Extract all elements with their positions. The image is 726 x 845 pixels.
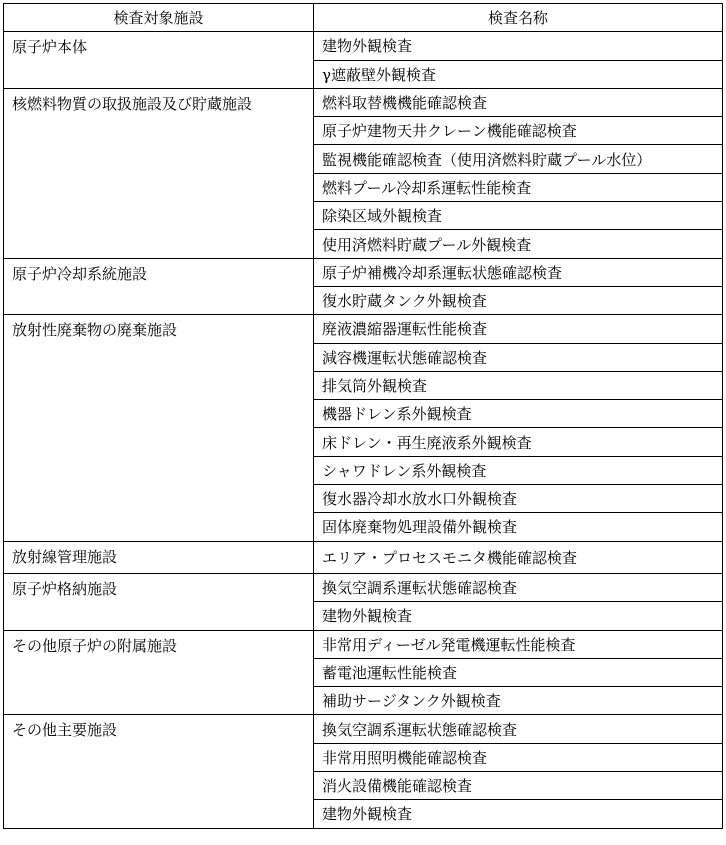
inspection-cell: 復水器冷却水放水口外観検査 [314,485,723,513]
inspection-cell: 燃料取替機機能確認検査 [314,88,723,116]
inspection-cell: 除染区域外観検査 [314,202,723,230]
inspection-cell: 補助サージタンク外観検査 [314,687,723,715]
table-row [4,315,723,343]
table-row [4,573,723,601]
facility-cell: 原子炉格納施設 [4,573,314,630]
inspection-cell: 換気空調系運転状態確認検査 [314,573,723,601]
facility-cell: 放射線管理施設 [4,541,314,573]
inspection-cell: 消火設備機能確認検査 [314,772,723,800]
table-row [4,32,723,60]
inspection-cell: 監視機能確認検査（使用済燃料貯蔵プール水位） [314,145,723,173]
inspection-cell: 原子炉補機冷却系運転状態確認検査 [314,258,723,286]
inspection-cell: 排気筒外観検査 [314,371,723,399]
inspection-cell: 非常用ディーゼル発電機運転性能検査 [314,630,723,658]
inspection-cell: シャワドレン系外観検査 [314,456,723,484]
inspection-cell: エリア・プロセスモニタ機能確認検査 [314,541,723,573]
inspection-cell: 床ドレン・再生廃液系外観検査 [314,428,723,456]
facility-cell: 原子炉冷却系統施設 [4,258,314,315]
inspection-cell: 使用済燃料貯蔵プール外観検査 [314,230,723,258]
inspection-cell: 減容機運転状態確認検査 [314,343,723,371]
table-row [4,630,723,658]
inspection-cell: 復水貯蔵タンク外観検査 [314,286,723,314]
inspection-cell: 燃料プール冷却系運転性能検査 [314,173,723,201]
inspection-cell: 換気空調系運転状態確認検査 [314,715,723,743]
inspection-cell: 廃液濃縮器運転性能検査 [314,315,723,343]
inspection-cell: 固体廃棄物処理設備外観検査 [314,513,723,541]
facility-cell: 放射性廃棄物の廃棄施設 [4,315,314,541]
facility-cell: その他原子炉の附属施設 [4,630,314,715]
facility-column-header: 検査対象施設 [4,4,314,32]
inspection-cell: 蓄電池運転性能検査 [314,658,723,686]
inspection-cell: γ遮蔽壁外観検査 [314,60,723,88]
table-row [4,541,723,573]
table-row [4,88,723,116]
inspection-cell: 建物外観検査 [314,32,723,60]
inspection-cell: 機器ドレン系外観検査 [314,400,723,428]
inspection-table [3,3,723,829]
facility-cell: 原子炉本体 [4,32,314,89]
facility-cell: その他主要施設 [4,715,314,828]
facility-cell: 核燃料物質の取扱施設及び貯蔵施設 [4,88,314,258]
inspection-cell: 非常用照明機能確認検査 [314,743,723,771]
inspection-column-header: 検査名称 [314,4,723,32]
table-row [4,258,723,286]
inspection-cell: 原子炉建物天井クレーン機能確認検査 [314,117,723,145]
table-row [4,715,723,743]
inspection-cell: 建物外観検査 [314,602,723,630]
inspection-cell: 建物外観検査 [314,800,723,828]
table-body [4,32,723,828]
header-row [4,4,723,32]
